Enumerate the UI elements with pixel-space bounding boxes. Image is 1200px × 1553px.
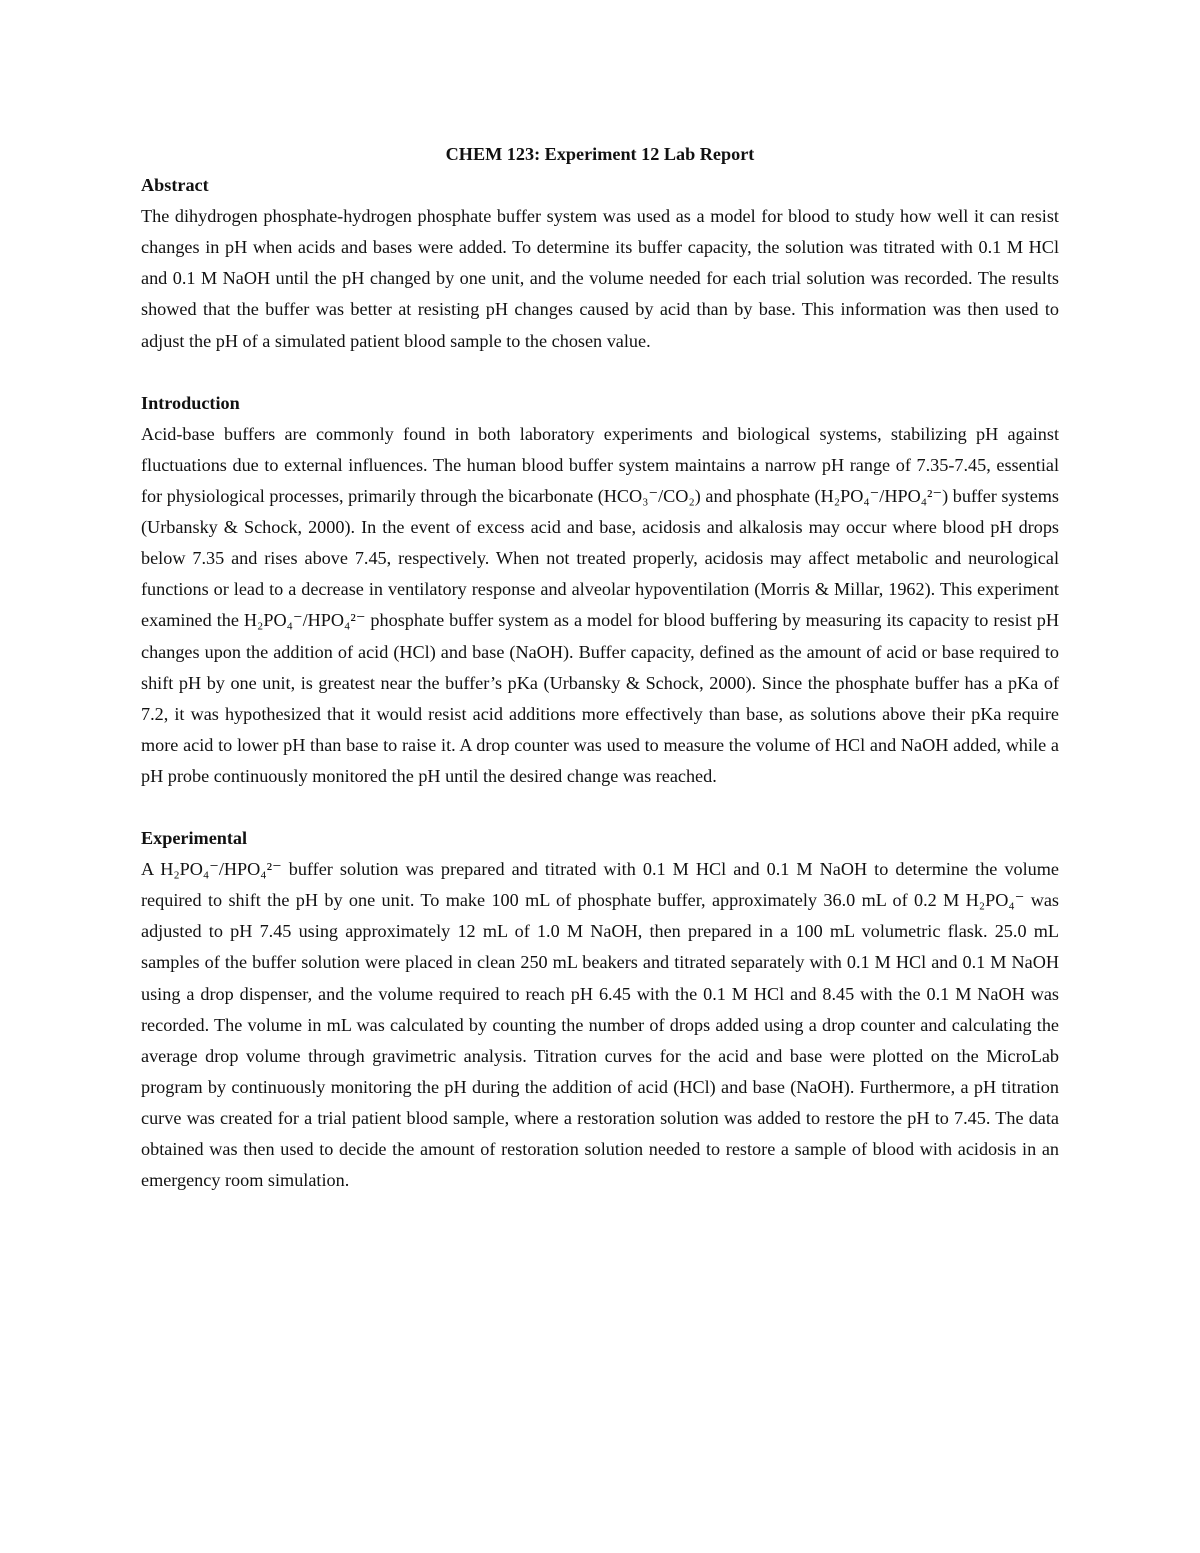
introduction-paragraph: Acid-base buffers are commonly found in both laboratory experiments and biological systems, stabilizing pH against fluctuations due to external influences. The human blood buffer system maintains a narrow pH range of 7.35-7.45, essential for physiological processes, primarily through the bicarbonate (HCO₃⁻/CO₂) and phosphate (H₂PO₄⁻/HPO₄²⁻) buffer systems (Urbansky & Schock, 2000). In the event of excess acid and base, acidosis and alkalosis may occur where blood pH drops below 7.35 and rises above 7.45, respectively. When not treated properly, acidosis may affect metabolic and neurological functions or lead to a decrease in ventilatory response and alveolar hypoventilation (Morris & Millar, 1962). This experiment examined the H₂PO₄⁻/HPO₄²⁻ phosphate buffer system as a model for blood buffering by measuring its capacity to resist pH changes upon the addition of acid (HCl) and base (NaOH). Buffer capacity, defined as the amount of acid or base required to shift pH by one unit, is greatest near the buffer’s pKa (Urbansky & Schock, 2000). Since the phosphate buffer has a pKa of 7.2, it was hypothesized that it would resist acid additions more effectively than base, as solutions above their pKa require more acid to lower pH than base to raise it. A drop counter was used to measure the volume of HCl and NaOH added, while a pH probe continuously monitored the pH until the desired change was reached. (141, 423, 1059, 786)
abstract-paragraph: The dihydrogen phosphate-hydrogen phosphate buffer system was used as a model for blood to study how well it can resist changes in pH when acids and bases were added. To determine its buffer capacity, the solution was titrated with 0.1 M HCl and 0.1 M NaOH until the pH changed by one unit, and the volume needed for each trial solution was recorded. The results showed that the buffer was better at resisting pH changes caused by acid than by base. This information was then used to adjust the pH of a simulated patient blood sample to the chosen value. (141, 206, 1059, 351)
document-title: CHEM 123: Experiment 12 Lab Report (445, 144, 755, 164)
section-spacer (141, 792, 1059, 823)
experimental-paragraph: A H₂PO₄⁻/HPO₄²⁻ buffer solution was prepared and titrated with 0.1 M HCl and 0.1 M NaOH to determine the volume required to shift the pH by one unit. To make 100 mL of phosphate buffer, approximately 36.0 mL of 0.2 M H₂PO₄⁻ was adjusted to pH 7.45 using approximately 12 mL of 1.0 M NaOH, then prepared in a 100 mL volumetric flask. 25.0 mL samples of the buffer solution were placed in clean 250 mL beakers and titrated separately with 0.1 M HCl and 0.1 M NaOH using a drop dispenser, and the volume required to reach pH 6.45 with the 0.1 M HCl and 8.45 with the 0.1 M NaOH was recorded. The volume in mL was calculated by counting the number of drops added using a drop counter and calculating the average drop volume through gravimetric analysis. Titration curves for the acid and base were plotted on the MicroLab program by continuously monitoring the pH during the addition of acid (HCl) and base (NaOH). Furthermore, a pH titration curve was created for a trial patient blood sample, where a restoration solution was added to restore the pH to 7.45. The data obtained was then used to decide the amount of restoration solution needed to restore a sample of blood with acidosis in an emergency room simulation. (141, 859, 1059, 1191)
introduction-heading: Introduction (141, 392, 240, 413)
document-page (141, 139, 1059, 1196)
section-spacer (141, 357, 1059, 388)
experimental-heading: Experimental (141, 828, 248, 849)
abstract-heading: Abstract (141, 175, 209, 196)
